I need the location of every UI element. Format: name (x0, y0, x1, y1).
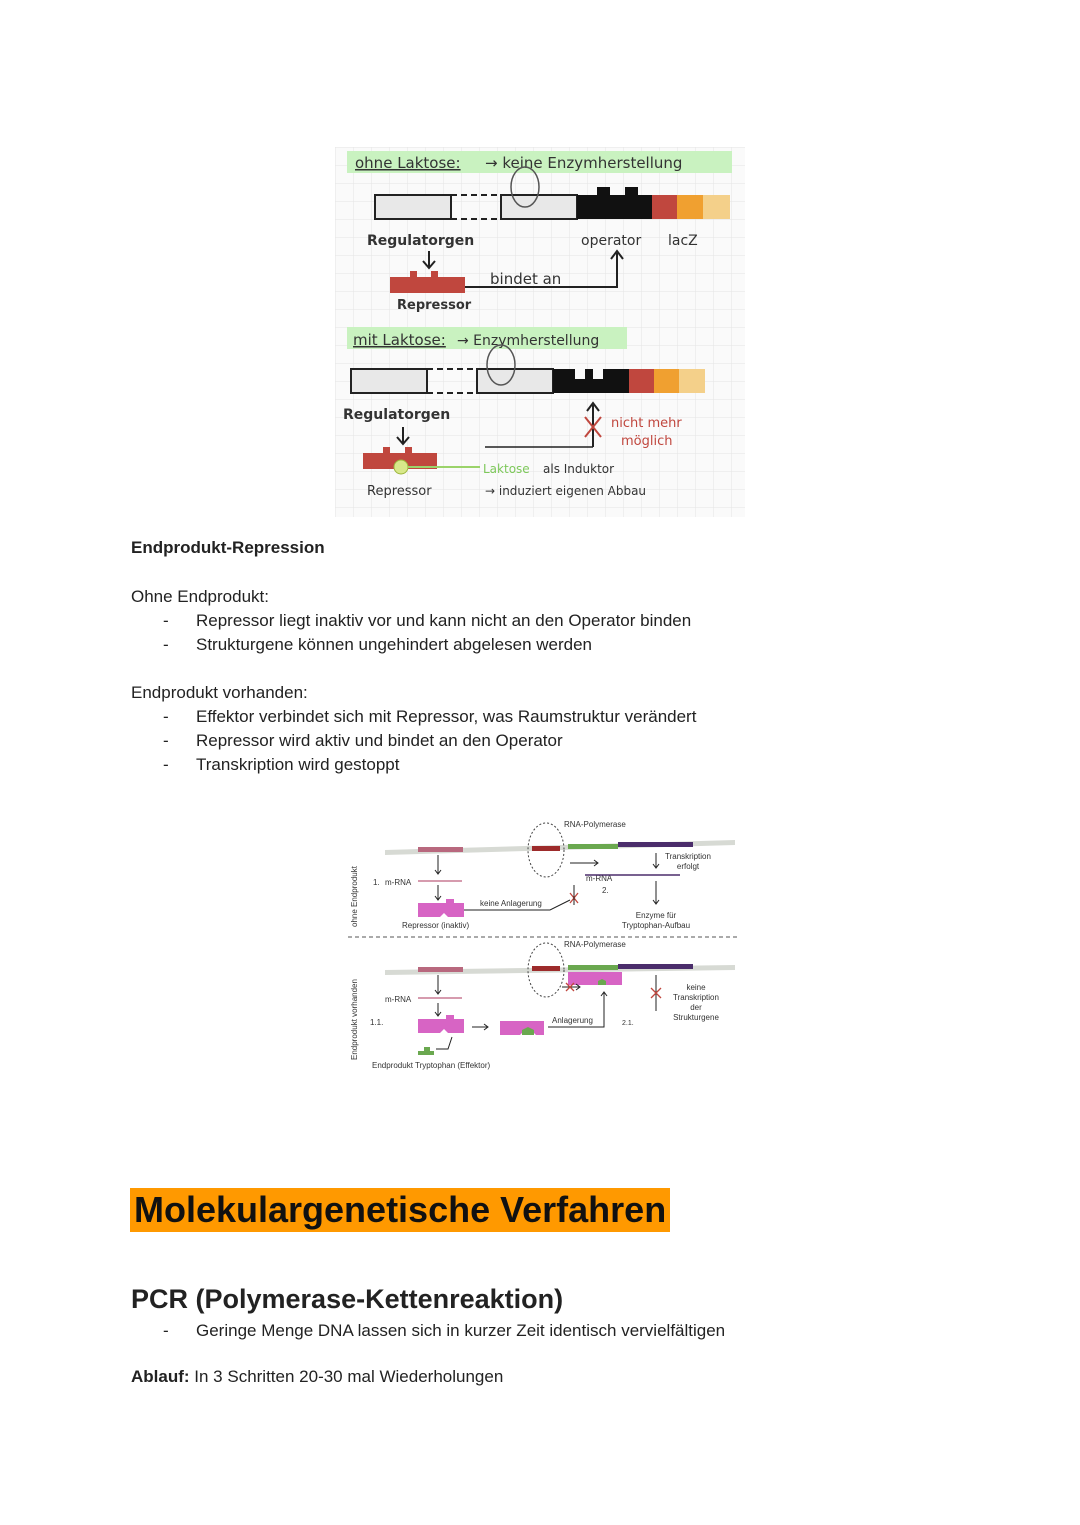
step-1-1: 1.1. (370, 1018, 384, 1027)
ablauf-text: In 3 Schritten 20-30 mal Wiederholungen (189, 1367, 504, 1386)
pcr-heading: PCR (Polymerase-Kettenreaktion) (131, 1284, 564, 1314)
without-endproduct-list (131, 609, 931, 657)
list-item: - Transkription wird gestoppt (131, 753, 931, 777)
no-transcription-line3: der (690, 1003, 702, 1012)
rna-pol-label-2: RNA-Polymerase (564, 940, 626, 949)
repressor-label-2: Repressor (367, 484, 432, 499)
regulator-gene-box-1 (375, 195, 451, 219)
pcr-list (131, 1319, 951, 1343)
no-transcription-line2: Transkription (673, 993, 719, 1002)
attach-label: Anlagerung (552, 1016, 593, 1025)
list-item: - Repressor wird aktiv und bindet an den Operator (131, 729, 931, 753)
repressor-active-bound (568, 972, 622, 985)
lactose-inducer-dot (394, 460, 408, 474)
list-item: - Effektor verbindet sich mit Repressor, was Raumstruktur verändert (131, 705, 931, 729)
regulator-gene-label-1: Regulatorgen (367, 233, 475, 249)
repressor-inactive-shape (418, 899, 464, 917)
regulator-gene-label-2: Regulatorgen (343, 407, 451, 423)
regulator-gene-box-2 (351, 369, 427, 393)
without-lactose-result: → keine Enzymherstellung (485, 154, 683, 172)
lac-operon-figure (335, 147, 745, 517)
not-possible-line1: nicht mehr (611, 416, 682, 431)
step-2: 2. (602, 886, 609, 895)
section-title-molecular: Molekulargenetische Verfahren (130, 1188, 670, 1232)
no-transcription-line1: keine (686, 983, 706, 992)
endprodukt-heading: Endprodukt-Repression (131, 538, 325, 557)
not-possible-line2: möglich (621, 434, 673, 449)
operator-label: operator (581, 233, 642, 249)
side-label-top: ohne Endprodukt (350, 866, 359, 927)
no-transcription-line4: Strukturgene (673, 1013, 719, 1022)
mrna-label-2: m-RNA (586, 874, 613, 883)
with-endproduct-list (131, 705, 931, 777)
lactose-label: Laktose (483, 462, 530, 476)
without-lactose-label: ohne Laktose: (355, 154, 461, 172)
enzymes-line1: Enzyme für (635, 911, 677, 920)
list-item: - Strukturgene können ungehindert abgelesen werden (131, 633, 931, 657)
binds-to-label: bindet an (490, 270, 562, 288)
rna-pol-label-1: RNA-Polymerase (564, 820, 626, 829)
repressor-inactive-label: Repressor (inaktiv) (402, 921, 470, 930)
with-lactose-result: → Enzymherstellung (457, 333, 600, 349)
side-label-bottom: Endprodukt vorhanden (350, 979, 359, 1060)
ablauf-label: Ablauf: (131, 1367, 190, 1386)
with-endproduct-label: Endprodukt vorhanden: (131, 683, 308, 702)
endproduct-label: Endprodukt Tryptophan (Effektor) (372, 1061, 491, 1070)
tryptophan-effector-shape (418, 1047, 434, 1055)
with-lactose-label: mit Laktose: (353, 331, 446, 349)
induces-degradation-label: → induziert eigenen Abbau (485, 484, 647, 498)
list-item: - Repressor liegt inaktiv vor und kann nicht an den Operator binden (131, 609, 931, 633)
trp-operon-figure (340, 815, 740, 1080)
mrna-label-3: m-RNA (385, 995, 412, 1004)
enzymes-line2: Tryptophan-Aufbau (621, 921, 691, 930)
without-endproduct-label: Ohne Endprodukt: (131, 587, 269, 606)
lacz-label: lacZ (668, 233, 698, 249)
no-attach-label: keine Anlagerung (480, 899, 542, 908)
mrna-label-1: m-RNA (385, 878, 412, 887)
step-2-1: 2.1. (622, 1020, 634, 1027)
repressor-shape-effector (418, 1015, 464, 1033)
repressor-label-1: Repressor (397, 298, 472, 313)
ablauf-line (131, 1367, 503, 1387)
list-item: - Geringe Menge DNA lassen sich in kurzer Zeit identisch vervielfältigen (131, 1319, 951, 1343)
operator-2 (553, 369, 629, 393)
as-inducer-label: als Induktor (543, 462, 615, 476)
step-1: 1. (373, 878, 380, 887)
transcription-done-line1: Transkription (665, 852, 711, 861)
transcription-done-line2: erfolgt (676, 862, 700, 871)
promoter-box-1 (501, 195, 577, 219)
